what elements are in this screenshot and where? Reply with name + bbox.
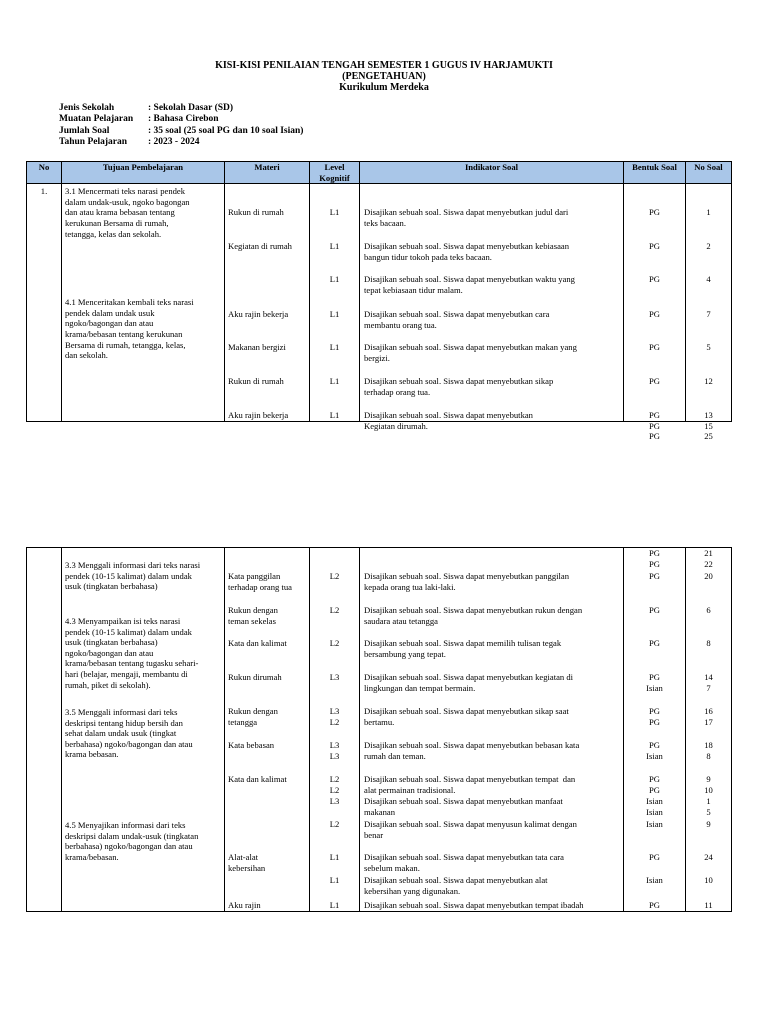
level-kognitif: L3 <box>329 796 340 806</box>
level-kognitif: L2 <box>329 605 340 615</box>
nomor-soal: 5 <box>706 342 711 353</box>
nomor-soal: 18 8 <box>704 740 713 761</box>
nomor-soal: 1 <box>706 207 711 218</box>
indikator-soal: Disajikan sebuah soal. Siswa dapat memilih tulisan tegak bersambung yang tepat. <box>364 638 562 659</box>
bentuk-soal: PG <box>649 376 660 387</box>
meta-value: : Sekolah Dasar (SD) <box>148 103 234 113</box>
level-kognitif: L1 <box>329 852 340 862</box>
meta-value: : 35 soal (25 soal PG dan 10 soal Isian) <box>148 125 304 136</box>
materi-text: Aku rajin bekerja <box>228 309 289 320</box>
bentuk-soal: PG <box>649 241 660 252</box>
materi-text: Kata bebasan <box>228 740 275 750</box>
nomor-soal: 8 <box>706 638 711 648</box>
level-kognitif: L2 <box>329 571 340 581</box>
materi-text: Rukun di rumah <box>228 207 284 218</box>
meta-label: Jumlah Soal <box>59 125 110 136</box>
bentuk-soal: PG <box>649 900 660 910</box>
col-level-header <box>310 162 360 184</box>
materi-text: Kata panggilan terhadap orang tua <box>228 571 292 592</box>
nomor-soal: 21 22 <box>704 548 713 569</box>
col-materi-header: Materi <box>225 162 310 184</box>
level-kognitif: L3 L3 <box>329 740 340 761</box>
tujuan-item: 3.3 Menggali informasi dari teks narasi pendek (10-15 kalimat) dalam undak usuk (tingkatan berbahasa) <box>65 560 201 592</box>
table-row <box>27 548 732 912</box>
meta-row <box>59 137 303 148</box>
bentuk-soal: PG <box>649 605 660 615</box>
materi-text: Kata dan kalimat <box>228 774 287 784</box>
materi-text: Aku rajin <box>228 900 261 910</box>
indikator-soal: Disajikan sebuah soal. Siswa dapat menyebutkan tempat ibadah <box>364 900 584 910</box>
bentuk-soal: Isian <box>646 875 663 885</box>
nomor-soal: 10 <box>704 875 713 885</box>
meta-label: Muatan Pelajaran <box>59 114 134 125</box>
row-number <box>27 548 62 912</box>
materi-text: Aku rajin bekerja <box>228 410 289 421</box>
indikator-soal: Disajikan sebuah soal. Siswa dapat menyebutkan panggilan kepada orang tua laki-laki. <box>364 571 570 592</box>
nomor-soal: 2 <box>706 241 711 252</box>
materi-cell <box>225 548 310 912</box>
level-kognitif: L2 <box>329 638 340 648</box>
nomor-soal: 13 15 25 <box>704 410 713 442</box>
bentuk-soal: PG <box>649 571 660 581</box>
meta-label: Jenis Sekolah <box>59 103 115 113</box>
meta-value: : 2023 - 2024 <box>148 137 200 148</box>
indikator-cell <box>360 548 624 912</box>
level-kognitif: L1 <box>329 410 340 421</box>
row-number-text: 1. <box>40 186 48 197</box>
level-kognitif: L1 <box>329 376 340 387</box>
nomor-soal: 11 <box>704 900 713 910</box>
col-level-header-line1: Level <box>324 162 345 172</box>
level-kognitif: L3 <box>329 672 340 682</box>
col-tujuan-header: Tujuan Pembelajaran <box>62 162 225 184</box>
curriculum-label: Kurikulum Merdeka <box>339 82 429 93</box>
materi-text: Kata dan kalimat <box>228 638 287 648</box>
kisi-table-2 <box>26 547 732 912</box>
materi-text: Rukun dengan teman sekelas <box>228 605 278 626</box>
nomor-soal: 12 <box>704 376 713 387</box>
bentuk-cell <box>624 548 686 912</box>
col-no-header: No <box>27 162 62 184</box>
nosoal-cell <box>686 548 732 912</box>
meta-label: Tahun Pelajaran <box>59 137 128 148</box>
bentuk-soal: Isian Isian <box>646 796 663 817</box>
level-kognitif: L1 <box>329 207 340 218</box>
bentuk-soal: PG Isian <box>646 672 663 693</box>
level-cell <box>310 184 360 422</box>
nomor-soal: 6 <box>706 605 711 615</box>
tujuan-item: 3.1 Mencermati teks narasi pendek dalam undak-usuk, ngoko bagongan dan atau krama bebasan tentang kerukunan Bersama di rumah, tetangga, kelas dan sekolah. <box>65 186 190 239</box>
indikator-soal: Disajikan sebuah soal. Siswa dapat menyebutkan tempat dan alat permainan tradisional. <box>364 774 576 795</box>
bentuk-soal: PG Isian <box>646 740 663 761</box>
bentuk-soal: PG <box>649 638 660 648</box>
level-kognitif: L1 <box>329 274 340 285</box>
level-kognitif: L1 <box>329 875 340 885</box>
tujuan-item: 4.5 Menyajikan informasi dari teks deskripsi dalam undak-usuk (tingkatan berbahasa) ngoko/bagongan dan atau krama/bebasan. <box>65 820 199 862</box>
document-subtitle: (PENGETAHUAN) <box>342 71 426 82</box>
col-level-header-line2: Kognitif <box>319 172 350 183</box>
col-nosoal-header: No Soal <box>686 162 732 184</box>
indikator-soal: Disajikan sebuah soal. Siswa dapat menyebutkan alat kebersihan yang digunakan. <box>364 875 548 896</box>
nomor-soal: 4 <box>706 274 711 285</box>
bentuk-soal: PG PG <box>649 548 660 569</box>
bentuk-soal: PG <box>649 309 660 320</box>
materi-cell <box>225 184 310 422</box>
nomor-soal: 9 <box>706 819 711 829</box>
level-kognitif: L2 <box>329 819 340 829</box>
bentuk-cell <box>624 184 686 442</box>
bentuk-soal: PG PG <box>649 774 660 795</box>
indikator-soal: Disajikan sebuah soal. Siswa dapat menyebutkan Kegiatan dirumah. <box>364 410 533 431</box>
indikator-soal: Disajikan sebuah soal. Siswa dapat menyusun kalimat dengan benar <box>364 819 577 840</box>
indikator-soal: Disajikan sebuah soal. Siswa dapat menyebutkan waktu yang tepat kebiasaan tidur malam. <box>364 274 575 295</box>
level-kognitif: L1 <box>329 900 340 910</box>
meta-value: : Bahasa Cirebon <box>148 114 219 125</box>
bentuk-soal: PG <box>649 274 660 285</box>
indikator-soal: Disajikan sebuah soal. Siswa dapat menyebutkan sikap terhadap orang tua. <box>364 376 554 397</box>
table-header-row <box>27 162 732 184</box>
level-kognitif: L1 <box>329 342 340 353</box>
indikator-soal: Disajikan sebuah soal. Siswa dapat menyebutkan rukun dengan saudara atau tetangga <box>364 605 583 626</box>
tujuan-item: 4.3 Menyampaikan isi teks narasi pendek (10-15 kalimat) dalam undak usuk (tingkatan berbahasa) ngoko/bagongan dan atau krama/bebasan tentang tugasku sehari- hari (belajar, mengaji, membantu di rumah, piket di sekolah). <box>65 616 199 690</box>
level-kognitif: L1 <box>329 241 340 252</box>
table-row <box>27 184 732 422</box>
indikator-soal: Disajikan sebuah soal. Siswa dapat menyebutkan makan yang bergizi. <box>364 342 577 363</box>
level-cell <box>310 548 360 912</box>
bentuk-soal: PG PG PG <box>649 410 660 442</box>
bentuk-soal: PG <box>649 852 660 862</box>
level-kognitif: L3 L2 <box>329 706 340 727</box>
indikator-soal: Disajikan sebuah soal. Siswa dapat menyebutkan bebasan kata rumah dan teman. <box>364 740 580 761</box>
indikator-soal: Disajikan sebuah soal. Siswa dapat menyebutkan tata cara sebelum makan. <box>364 852 564 873</box>
tujuan-cell <box>62 184 225 422</box>
indikator-soal: Disajikan sebuah soal. Siswa dapat menyebutkan judul dari teks bacaan. <box>364 207 569 228</box>
tujuan-item: 4.1 Menceritakan kembali teks narasi pendek dalam undak usuk ngoko/bagongan dan atau krama/bebasan tentang kerukunan Bersama di rumah, tetangga, kelas, dan sekolah. <box>65 297 194 361</box>
row-number <box>27 184 62 422</box>
document-meta <box>59 103 303 149</box>
level-kognitif: L1 <box>329 309 340 320</box>
tujuan-cell <box>62 548 225 912</box>
document-title: KISI-KISI PENILAIAN TENGAH SEMESTER 1 GUGUS IV HARJAMUKTI <box>215 60 553 71</box>
materi-text: Alat-alat kebersihan <box>228 852 266 873</box>
meta-row <box>59 114 303 125</box>
nomor-soal: 9 10 <box>704 774 713 795</box>
materi-text: Rukun dirumah <box>228 672 282 682</box>
materi-text: Rukun dengan tetangga <box>228 706 278 727</box>
indikator-soal: Disajikan sebuah soal. Siswa dapat menyebutkan manfaat makanan <box>364 796 563 817</box>
meta-row <box>59 126 303 137</box>
nomor-soal: 7 <box>706 309 711 320</box>
level-kognitif: L2 L2 <box>329 774 340 795</box>
materi-text: Rukun di rumah <box>228 376 284 387</box>
col-indikator-header: Indikator Soal <box>360 162 624 184</box>
indikator-cell <box>360 184 624 431</box>
nomor-soal: 1 5 <box>706 796 711 817</box>
bentuk-soal: Isian <box>646 819 663 829</box>
nomor-soal: 24 <box>704 852 713 862</box>
indikator-soal: Disajikan sebuah soal. Siswa dapat menyebutkan sikap saat bertamu. <box>364 706 569 727</box>
kisi-table-1 <box>26 161 732 442</box>
tujuan-item: 3.5 Menggali informasi dari teks deskripsi tentang hidup bersih dan sehat dalam undak usuk (tingkat berbahasa) ngoko/bagongan dan atau krama bebasan. <box>65 707 193 760</box>
nosoal-cell <box>686 184 732 442</box>
indikator-soal: Disajikan sebuah soal. Siswa dapat menyebutkan kebiasaan bangun tidur tokoh pada teks bacaan. <box>364 241 569 262</box>
bentuk-soal: PG <box>649 342 660 353</box>
materi-text: Makanan bergizi <box>228 342 286 353</box>
indikator-soal: Disajikan sebuah soal. Siswa dapat menyebutkan cara membantu orang tua. <box>364 309 550 330</box>
materi-text: Kegiatan di rumah <box>228 241 292 252</box>
nomor-soal: 14 7 <box>704 672 713 693</box>
indikator-soal: Disajikan sebuah soal. Siswa dapat menyebutkan kegiatan di lingkungan dan tempat bermain. <box>364 672 574 693</box>
col-bentuk-header: Bentuk Soal <box>624 162 686 184</box>
nomor-soal: 16 17 <box>704 706 713 727</box>
bentuk-soal: PG PG <box>649 706 660 727</box>
nomor-soal: 20 <box>704 571 713 581</box>
bentuk-soal: PG <box>649 207 660 218</box>
meta-row <box>59 103 303 114</box>
